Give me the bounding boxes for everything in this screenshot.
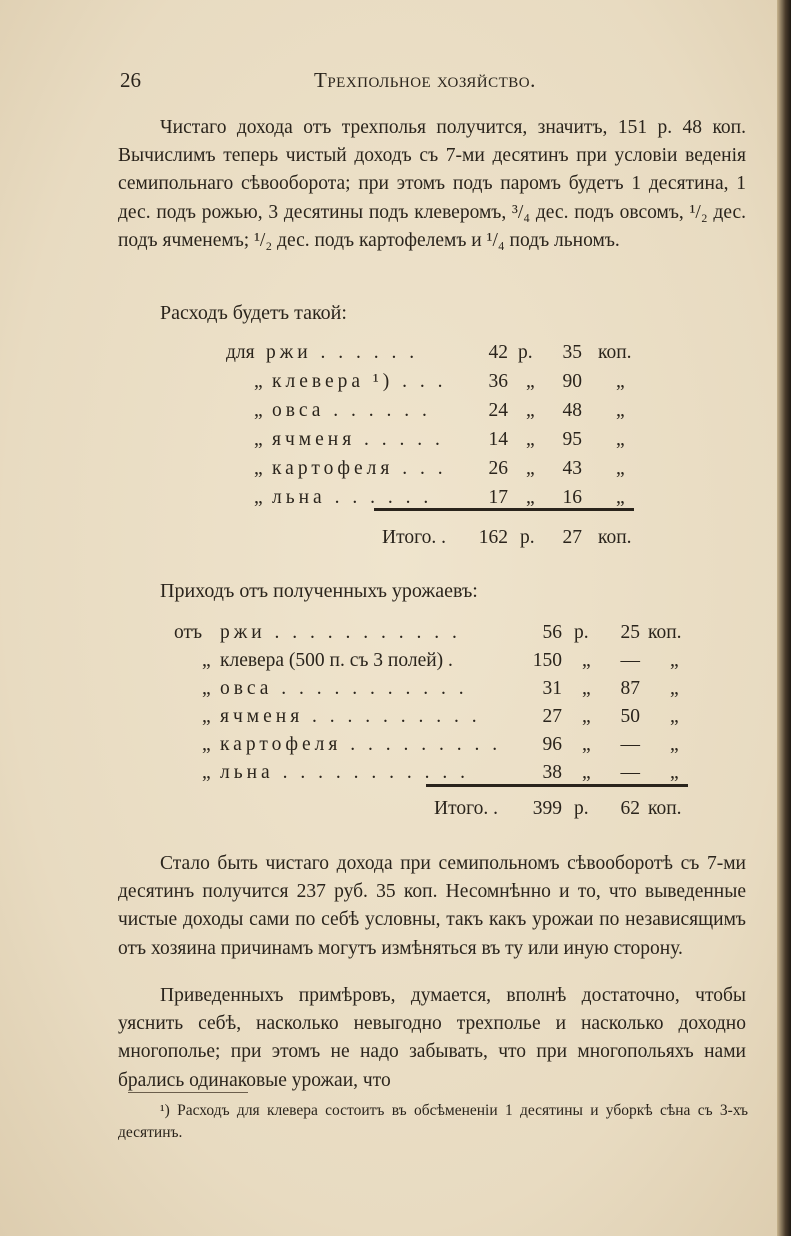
row-kop-unit: „ [670,762,679,783]
row-label: ржи . . . . . . [266,342,419,363]
row-label: льна . . . . . . . . . . . [220,762,469,783]
table-row [226,458,646,484]
row-rub-unit: „ [582,706,591,727]
row-label: ржи . . . . . . . . . . . [220,622,461,643]
table-row [226,429,646,455]
book-binding-edge [777,0,791,1236]
table-row [174,650,704,676]
row-rub-unit: „ [582,678,591,699]
row-rubles: 56 [542,622,562,643]
row-rubles: 31 [542,678,562,699]
row-rubles: 24 [488,400,508,421]
total-kopecks: 62 [620,798,640,819]
row-kopecks: 95 [562,429,582,450]
total-rule [426,784,688,787]
row-prefix: „ [254,458,263,479]
row-kop-unit: коп. [648,622,682,643]
total-label: Итого. . [382,527,446,548]
expenses-heading: Расходъ будетъ такой: [160,302,347,324]
row-kop-unit: „ [670,678,679,699]
total-rule [374,508,634,511]
row-prefix: „ [254,400,263,421]
row-kop-unit: „ [616,487,625,508]
row-rubles: 14 [488,429,508,450]
row-kopecks: 48 [562,400,582,421]
row-kopecks: 50 [620,706,640,727]
row-rubles: 42 [488,342,508,363]
expenses-table [226,342,646,557]
row-prefix: для [226,342,255,363]
row-rubles: 96 [542,734,562,755]
row-label: клевера ¹) . . . [272,371,447,392]
table-row [226,371,646,397]
footnote-rule [128,1092,248,1093]
running-title: Трехпольное хозяйство. [314,68,536,92]
row-rub-unit: „ [526,400,535,421]
row-kop-unit: „ [670,650,679,671]
table-row [226,400,646,426]
row-label: ячменя . . . . . . . . . . [220,706,481,727]
total-rub-unit: р. [520,527,535,548]
total-row [226,527,646,553]
row-kopecks: — [620,762,640,783]
total-rub-unit: р. [574,798,589,819]
row-rubles: 17 [488,487,508,508]
row-rubles: 150 [532,650,562,671]
row-label: картофеля . . . . . . . . . [220,734,502,755]
row-rubles: 38 [542,762,562,783]
row-rub-unit: „ [582,650,591,671]
row-kop-unit: коп. [598,342,632,363]
row-kopecks: 87 [620,678,640,699]
row-kop-unit: „ [670,706,679,727]
income-table [174,622,704,832]
row-prefix: отъ [174,622,203,643]
row-rub-unit: „ [526,487,535,508]
table-row [174,678,704,704]
row-prefix: „ [202,706,211,727]
row-prefix: „ [254,429,263,450]
footnote: ¹) Расходъ для клевера состоитъ въ обсѣмененіи 1 десятины и уборкѣ сѣна съ 3-хъ десятинъ. [118,1102,748,1141]
row-rub-unit: „ [526,458,535,479]
row-rubles: 36 [488,371,508,392]
row-label: льна . . . . . . [272,487,433,508]
total-kopecks: 27 [562,527,582,548]
total-label: Итого. . [434,798,498,819]
row-prefix: „ [202,650,211,671]
total-rubles: 399 [532,798,562,819]
row-rub-unit: р. [518,342,533,363]
row-label: овса . . . . . . [272,400,431,421]
paragraph-examples: Приведенныхъ примѣровъ, думается, вполнѣ достаточно, чтобы уяснить себѣ, насколько невыгодно трехполье и насколько доходно многополье; при этомъ не надо забывать, что при многопольяхъ нами брались одинаковые урожаи, что [118,985,746,1091]
row-kop-unit: „ [616,458,625,479]
paragraph-calculation: Чистаго дохода отъ трехполья получится, значитъ, 151 р. 48 коп. Вычислимъ теперь чистый доходъ съ 7-ми десятинъ при условіи веденія семипольнаго сѣвооборота; при этомъ подъ паромъ будетъ 1 десятина, 1 дес. подъ рожью, 3 десятины подъ клеверомъ, ³/₄ дес. подъ овсомъ, ¹/₂ дес. подъ ячменемъ; ¹/₂ дес. подъ картофелемъ и ¹/₄ подъ льномъ. [118,117,746,251]
row-rubles: 26 [488,458,508,479]
row-label: овса . . . . . . . . . . . [220,678,468,699]
row-rub-unit: „ [526,371,535,392]
row-label: ячменя . . . . . [272,429,444,450]
row-rub-unit: „ [582,734,591,755]
row-kopecks: — [620,734,640,755]
row-label: клевера (500 п. съ 3 полей) . [220,650,453,671]
row-kopecks: — [620,650,640,671]
row-prefix: „ [202,762,211,783]
total-kop-unit: коп. [648,798,682,819]
row-kop-unit: „ [616,400,625,421]
total-kop-unit: коп. [598,527,632,548]
row-kopecks: 43 [562,458,582,479]
row-kop-unit: „ [670,734,679,755]
table-row [174,734,704,760]
row-label: картофеля . . . [272,458,447,479]
total-rubles: 162 [478,527,508,548]
page-number: 26 [120,68,141,92]
row-prefix: „ [254,371,263,392]
row-kop-unit: „ [616,371,625,392]
row-rub-unit: „ [582,762,591,783]
row-rubles: 27 [542,706,562,727]
row-prefix: „ [202,678,211,699]
table-row [174,706,704,732]
row-kopecks: 35 [562,342,582,363]
row-kopecks: 16 [562,487,582,508]
row-rub-unit: р. [574,622,589,643]
row-kopecks: 90 [562,371,582,392]
table-row [174,622,704,648]
row-prefix: „ [202,734,211,755]
row-kop-unit: „ [616,429,625,450]
page-header [120,68,740,98]
row-prefix: „ [254,487,263,508]
row-kopecks: 25 [620,622,640,643]
paragraph-conclusion: Стало быть чистаго дохода при семипольномъ сѣвооборотѣ съ 7-ми десятинъ получится 237 руб. 35 коп. Несомнѣнно и то, что выведенные чистые доходы сами по себѣ условны, такъ какъ урожаи по независящимъ отъ хозяина причинамъ могутъ измѣняться въ ту или иную сторону. [118,853,746,959]
total-row [174,798,704,824]
row-rub-unit: „ [526,429,535,450]
income-heading: Приходъ отъ полученныхъ урожаевъ: [160,580,478,602]
table-row [226,342,646,368]
